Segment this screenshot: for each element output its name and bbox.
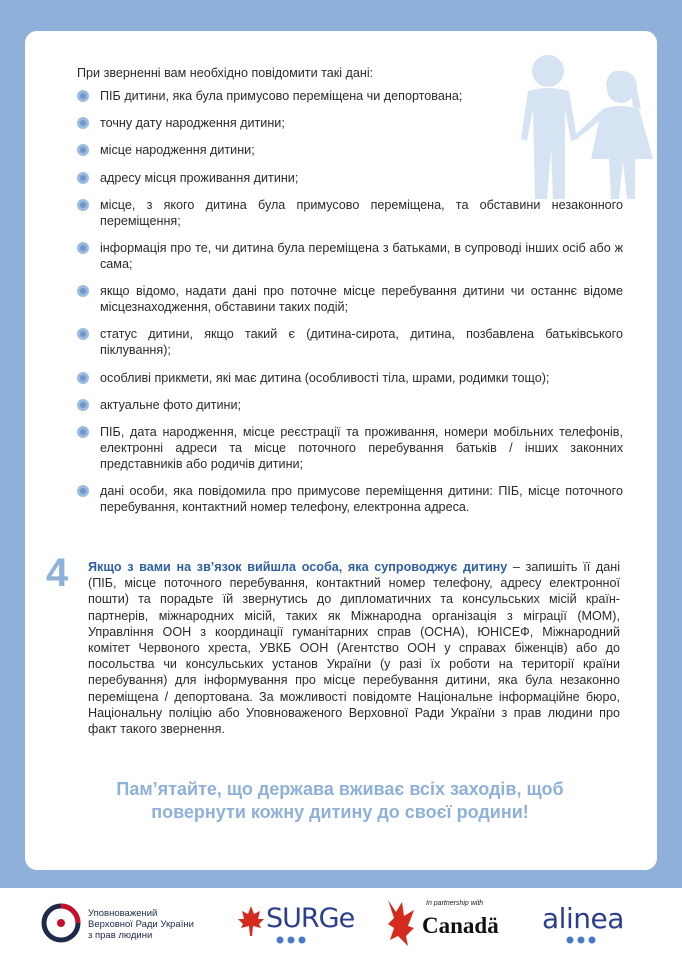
- alinea-wordmark: alinea: [542, 902, 624, 935]
- list-item: ПІБ, дата народження, місце реєстрації та проживання, номери мобільних телефонів, електронні адреси та місце поточного перебування батьків / інших законних представників або родичів дитини;: [77, 424, 623, 472]
- canada-flag-leaf-icon: [386, 896, 416, 948]
- list-item: інформація про те, чи дитина була переміщена з батьками, в супроводі інших осіб або ж сама;: [77, 240, 623, 272]
- ombudsman-emblem-icon: [40, 902, 82, 944]
- intro-text: При зверненні вам необхідно повідомити такі дані:: [77, 66, 374, 80]
- list-item: місце, з якого дитина була примусово переміщена, та обставини незаконного переміщення;: [77, 197, 623, 229]
- surge-wordmark: SURGe: [266, 903, 355, 934]
- bullet-icon: [77, 485, 89, 497]
- surge-dots-icon: [276, 936, 306, 944]
- bullet-icon: [77, 117, 89, 129]
- list-item: точну дату народження дитини;: [77, 115, 623, 131]
- alinea-dots-icon: [566, 936, 596, 944]
- list-item: адресу місця проживання дитини;: [77, 170, 623, 186]
- partnership-label: In partnership with: [426, 900, 484, 907]
- bullet-icon: [77, 90, 89, 102]
- list-item: дані особи, яка повідомила про примусове переміщення дитини: ПІБ, місце поточного перебування, контактний номер телефону, електронна адреса.: [77, 483, 623, 515]
- surge-logo: [236, 900, 361, 950]
- ombudsman-name: Уповноважений Верховної Ради України з прав людини: [88, 908, 194, 941]
- bullet-icon: [77, 372, 89, 384]
- bullet-icon: [77, 328, 89, 340]
- list-item: якщо відомо, надати дані про поточне місце перебування дитини чи останнє відоме місцезнаходження, обставини таких подій;: [77, 283, 623, 315]
- bullet-icon: [77, 199, 89, 211]
- maple-leaf-icon: [236, 904, 266, 938]
- canada-logo: [386, 894, 516, 952]
- bullet-icon: [77, 144, 89, 156]
- bullet-icon: [77, 242, 89, 254]
- step-highlight: Якщо з вами на зв’язок вийшла особа, яка супроводжує дитину: [88, 560, 508, 574]
- canada-wordmark: Canadä: [422, 913, 499, 938]
- step-body: – запишіть її дані (ПІБ, місце поточного перебування, контактний номер телефону, адресу електронної пошти) та порадьте їй звернутись до дипломатичних та консульських місій країн-партнерів, міжнародних місій, таких як Міжнародна організація з міграції (МОМ), Управління ООН з координації гуманітарних справ (ОСНА), ЮНІСЕФ, Міжнародний комітет Червоного хреста, УВКБ ООН (Агентство ООН у справах біженців) або до посольства чи консульських установ України (у разі їх роботи на території країни перебування) для інформування про місце перебування дитини, яка була незаконно переміщена / депортована. За можливості повідомте Національне інформаційне бюро, Національну поліцію або Уповноваженого Верховної Ради України з прав людини про факт такого звернення.: [88, 560, 620, 737]
- content-card: [25, 31, 657, 870]
- list-item: актуальне фото дитини;: [77, 397, 623, 413]
- alinea-logo: [540, 898, 650, 948]
- bullet-icon: [77, 172, 89, 184]
- list-item: статус дитини, якщо такий є (дитина-сирота, дитина, позбавлена батьківського піклування);: [77, 326, 623, 358]
- list-item: місце народження дитини;: [77, 142, 623, 158]
- step-text: [88, 559, 620, 737]
- bullet-icon: [77, 285, 89, 297]
- list-item: особливі прикмети, які має дитина (особливості тіла, шрами, родимки тощо);: [77, 370, 623, 386]
- ombudsman-logo: [40, 902, 240, 948]
- bullet-icon: [77, 399, 89, 411]
- required-data-list: [77, 88, 623, 526]
- bullet-icon: [77, 426, 89, 438]
- closing-message: Пам’ятайте, що держава вживає всіх заходів, щоб повернути кожну дитину до своєї родини!: [116, 779, 564, 822]
- partner-logos-footer: [0, 888, 682, 960]
- list-item: ПІБ дитини, яка була примусово переміщена чи депортована;: [77, 88, 623, 104]
- step-number: 4: [46, 551, 69, 595]
